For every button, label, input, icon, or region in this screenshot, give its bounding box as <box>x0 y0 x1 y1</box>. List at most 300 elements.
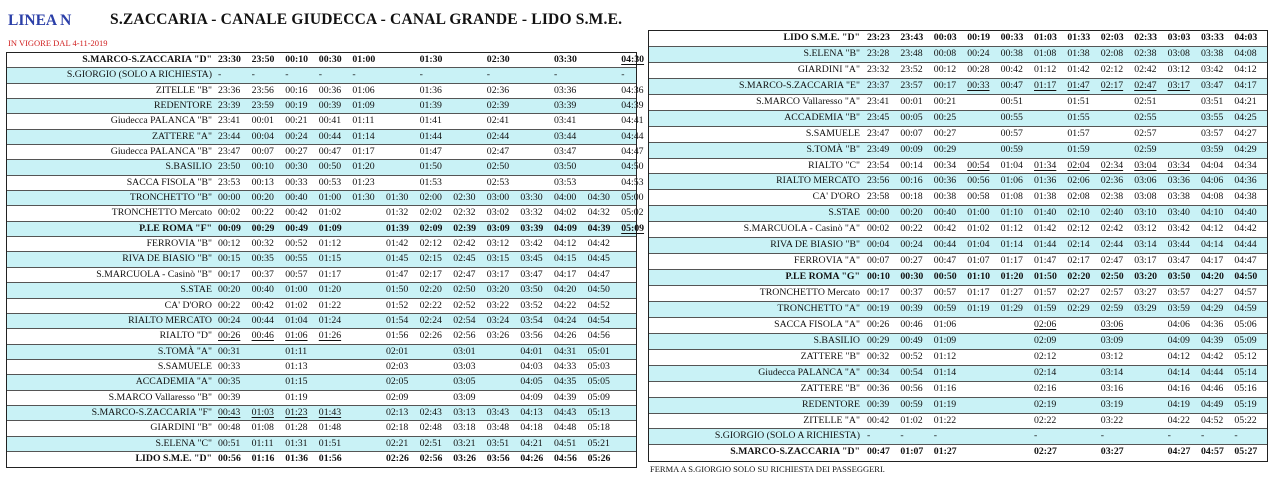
departure-time: 04:26 <box>520 452 544 464</box>
departure-time: 01:50 <box>419 161 442 173</box>
departure-time: 02:14 <box>1034 366 1057 378</box>
departure-time: 02:03 <box>386 360 409 372</box>
departure-time: 04:02 <box>554 207 577 219</box>
departure-time: 04:27 <box>1234 127 1257 139</box>
stop-name: RIALTO MERCATO <box>128 314 212 326</box>
departure-time: 00:16 <box>285 84 308 96</box>
departure-time: 03:14 <box>1134 239 1157 251</box>
departure-time: - <box>900 430 904 442</box>
departure-time: 04:08 <box>1234 47 1257 59</box>
departure-time: - <box>285 69 289 81</box>
departure-time: 00:09 <box>218 222 241 234</box>
departure-time: 04:50 <box>621 161 644 173</box>
departure-time: 04:12 <box>554 238 577 250</box>
departure-time: 01:02 <box>900 414 923 426</box>
departure-time: 01:04 <box>285 314 308 326</box>
departure-time: 05:19 <box>1234 398 1257 410</box>
timetable-row <box>649 222 1267 238</box>
departure-time: 02:44 <box>1100 239 1124 251</box>
departure-time: 05:09 <box>1234 334 1257 346</box>
departure-time: 00:10 <box>867 271 890 283</box>
departure-time: 00:54 <box>900 366 923 378</box>
stop-name: RIALTO "C" <box>808 159 860 171</box>
departure-time: 02:06 <box>1034 318 1057 330</box>
timetable-row <box>7 452 636 467</box>
departure-time: 00:29 <box>251 222 275 234</box>
stop-name: S.MARCO-S.ZACCARIA "F" <box>91 406 212 418</box>
departure-time: 00:42 <box>867 414 890 426</box>
departure-time: 01:06 <box>285 330 308 342</box>
departure-time: 05:14 <box>1234 366 1257 378</box>
departure-time: 01:00 <box>318 192 342 204</box>
timetable-row <box>649 429 1267 445</box>
departure-time: 02:47 <box>1134 79 1157 91</box>
stop-name: S.SAMUELE <box>157 360 212 372</box>
departure-time: 00:21 <box>933 95 957 107</box>
departure-time: 00:20 <box>900 207 923 219</box>
departure-time: 04:39 <box>587 222 611 234</box>
departure-time: 02:15 <box>419 253 442 265</box>
stop-name: P.LE ROMA "F" <box>139 222 212 234</box>
departure-time: 01:06 <box>933 318 957 330</box>
departure-time: 00:43 <box>218 406 241 418</box>
timetable-row <box>7 375 636 390</box>
departure-time: 02:38 <box>1134 47 1157 59</box>
departure-time: 03:54 <box>520 314 543 326</box>
departure-time: 02:10 <box>1067 207 1090 219</box>
departure-time: 01:48 <box>318 422 342 434</box>
departure-time: 04:30 <box>587 192 610 204</box>
departure-time: 23:57 <box>900 79 923 91</box>
stop-name: SACCA FISOLA "B" <box>126 176 212 188</box>
departure-time: 03:47 <box>1201 79 1224 91</box>
departure-time: 01:23 <box>352 176 375 188</box>
departure-time: 00:12 <box>933 63 957 75</box>
departure-time: 01:57 <box>1034 287 1057 298</box>
stop-name: S.GIORGIO (SOLO A RICHIESTA) <box>714 430 860 442</box>
departure-time: 23:50 <box>218 161 241 173</box>
departure-time: 02:21 <box>386 437 409 449</box>
timetable-row <box>7 145 644 160</box>
departure-time: 00:19 <box>285 100 308 112</box>
departure-time: 23:54 <box>867 159 890 171</box>
departure-time: 23:56 <box>867 175 890 187</box>
departure-time: 00:47 <box>867 446 890 458</box>
departure-time: 00:22 <box>251 207 274 219</box>
stop-name: ZATTERE "B" <box>800 350 860 362</box>
departure-time: 01:02 <box>318 207 342 219</box>
departure-time: 02:12 <box>1034 350 1057 362</box>
timetable-row <box>649 63 1267 79</box>
departure-time: 03:42 <box>1201 63 1224 75</box>
departure-time: 02:33 <box>1134 32 1158 43</box>
departure-time: 01:02 <box>967 223 990 235</box>
departure-time: 04:54 <box>587 314 610 326</box>
departure-time: 03:14 <box>1100 366 1124 378</box>
stop-name: S.MARCO-S.ZACCARIA "D" <box>730 446 860 458</box>
departure-time: 00:47 <box>1000 79 1023 91</box>
departure-time: 04:12 <box>1167 350 1190 362</box>
departure-time: 00:47 <box>933 255 957 267</box>
departure-time: 02:36 <box>486 84 510 96</box>
departure-time: 00:10 <box>285 54 309 65</box>
departure-time: 04:22 <box>554 299 577 311</box>
departure-time: 03:17 <box>1134 255 1157 267</box>
stop-name: RIALTO "D" <box>159 330 212 342</box>
departure-time: 03:36 <box>1167 175 1190 187</box>
departure-time: 00:13 <box>251 176 274 188</box>
departure-time: 23:41 <box>218 115 241 127</box>
departure-time: 00:00 <box>867 207 890 219</box>
departure-time: 00:58 <box>967 191 990 203</box>
departure-time: 01:15 <box>285 376 308 388</box>
departure-time: 01:38 <box>1034 191 1057 203</box>
departure-time: 02:17 <box>1100 79 1124 91</box>
departure-time: 23:37 <box>867 79 890 91</box>
departure-time: 03:40 <box>1167 207 1190 219</box>
departure-time: 03:02 <box>486 207 510 219</box>
departure-time: 03:27 <box>1100 446 1124 458</box>
departure-time: 00:25 <box>933 111 957 123</box>
departure-time: - <box>1167 430 1171 442</box>
stop-name: TRONCHETTO Mercato <box>111 207 212 219</box>
departure-time: 01:41 <box>419 115 442 127</box>
timetable-row <box>7 345 636 360</box>
departure-time: 01:40 <box>1034 207 1057 219</box>
departure-time: 01:30 <box>352 192 375 204</box>
departure-time: 00:42 <box>251 299 274 311</box>
departure-time: 04:03 <box>520 360 543 372</box>
departure-time: 00:49 <box>285 222 309 234</box>
departure-time: 23:23 <box>867 32 890 43</box>
departure-time: 00:44 <box>251 314 274 326</box>
line-name: LINEA N <box>8 12 72 29</box>
departure-time: 00:07 <box>867 255 890 267</box>
departure-time: 04:44 <box>1234 239 1257 251</box>
departure-time: 04:42 <box>587 238 610 250</box>
timetable-row <box>7 406 636 421</box>
departure-time: 04:16 <box>1167 382 1190 394</box>
departure-time: 00:07 <box>900 127 923 139</box>
stop-name: ZATTERE "A" <box>152 130 212 142</box>
departure-time: 02:54 <box>453 314 476 326</box>
stop-name: GIARDINI "B" <box>150 422 212 434</box>
departure-time: 04:22 <box>1167 414 1190 426</box>
departure-time: 01:20 <box>1000 271 1024 283</box>
departure-time: - <box>218 69 222 81</box>
departure-time: 04:42 <box>1234 223 1257 235</box>
stop-name: RIVA DE BIASIO "B" <box>770 239 860 251</box>
departure-time: 02:22 <box>1034 414 1057 426</box>
timetable-row <box>7 360 636 375</box>
departure-time: 04:03 <box>1234 32 1258 43</box>
departure-time: 04:42 <box>1201 350 1224 362</box>
stop-name: S.SAMUELE <box>805 127 860 139</box>
departure-time: 03:45 <box>520 253 543 265</box>
departure-time: 04:27 <box>1167 446 1191 458</box>
departure-time: 05:02 <box>621 207 644 219</box>
departure-time: 04:47 <box>587 268 610 280</box>
departure-time: 02:02 <box>419 207 442 219</box>
departure-time: 03:30 <box>554 54 577 65</box>
departure-time: 00:26 <box>867 318 890 330</box>
departure-time: 01:19 <box>967 302 990 314</box>
departure-time: 04:06 <box>1167 318 1190 330</box>
departure-time: 23:47 <box>867 127 890 139</box>
departure-time: 02:38 <box>1100 191 1124 203</box>
departure-time: 00:49 <box>900 334 923 346</box>
departure-time: 01:38 <box>1067 47 1090 59</box>
stop-name: S.MARCUOLA - Casinò "B" <box>96 268 212 280</box>
timetable-row <box>649 254 1267 270</box>
departure-time: 01:08 <box>1000 191 1023 203</box>
timetable-row <box>7 99 644 114</box>
departure-time: 02:29 <box>1067 302 1090 314</box>
stop-name: FERROVIA "A" <box>794 255 860 267</box>
stop-name: Giudecca PALANCA "B" <box>110 146 212 158</box>
departure-time: 01:07 <box>900 446 924 458</box>
departure-time: 01:17 <box>1034 79 1057 91</box>
departure-time: 03:26 <box>453 452 477 464</box>
timetable-row <box>7 314 636 329</box>
departure-time: 01:42 <box>1034 223 1057 235</box>
departure-time: 05:03 <box>587 360 610 372</box>
departure-time: 02:08 <box>1100 47 1124 59</box>
departure-time: 04:31 <box>554 345 577 357</box>
timetable-row <box>649 398 1267 414</box>
departure-time: 01:55 <box>1067 111 1090 123</box>
departure-time: 00:29 <box>933 143 957 155</box>
departure-time: 00:33 <box>967 79 990 91</box>
departure-time: 04:19 <box>1167 398 1190 410</box>
departure-time: 02:50 <box>453 284 476 296</box>
departure-time: 05:21 <box>587 437 610 449</box>
departure-time: 02:03 <box>1100 32 1124 43</box>
departure-time: 02:16 <box>1034 382 1057 394</box>
timetable-row <box>7 68 636 83</box>
departure-time: 00:39 <box>900 302 923 314</box>
departure-time: 01:32 <box>386 207 409 219</box>
departure-time: 04:25 <box>1234 111 1257 123</box>
departure-time: 01:22 <box>318 299 342 311</box>
departure-time: 04:17 <box>1234 79 1257 91</box>
departure-time: 00:59 <box>933 302 957 314</box>
departure-time: 04:36 <box>621 84 644 96</box>
departure-time: 03:22 <box>1100 414 1124 426</box>
departure-time: 01:30 <box>419 54 443 65</box>
departure-time: 00:07 <box>251 146 274 158</box>
departure-time: 01:14 <box>933 366 957 378</box>
stop-name: CA' D'ORO <box>812 191 860 203</box>
departure-time: 03:56 <box>520 330 543 342</box>
timetable-row <box>649 302 1267 318</box>
departure-time: - <box>621 69 625 81</box>
departure-time: 00:27 <box>900 255 923 267</box>
stop-name: Giudecca PALANCA "B" <box>110 115 212 127</box>
departure-time: 01:26 <box>318 330 342 342</box>
departure-time: 01:50 <box>1034 271 1057 283</box>
stop-name: SACCA FISOLA "A" <box>774 318 860 330</box>
departure-time: 00:15 <box>218 253 241 265</box>
departure-time: 01:45 <box>386 253 409 265</box>
departure-time: 05:00 <box>621 192 644 204</box>
departure-time: 01:44 <box>1034 239 1057 251</box>
departure-time: 00:38 <box>1000 47 1023 59</box>
departure-time: 04:29 <box>1201 302 1224 314</box>
departure-time: 01:09 <box>318 222 342 234</box>
departure-time: 23:59 <box>251 100 274 112</box>
departure-time: 04:39 <box>1201 334 1224 346</box>
departure-time: 05:09 <box>621 222 645 234</box>
departure-time: 02:43 <box>419 406 442 418</box>
departure-time: 01:17 <box>967 287 990 298</box>
departure-time: 03:53 <box>554 176 577 188</box>
departure-time: 01:00 <box>352 54 376 65</box>
departure-time: 00:37 <box>251 268 274 280</box>
departure-time: 02:27 <box>1034 446 1057 458</box>
departure-time: 01:36 <box>419 84 442 96</box>
departure-time: 03:09 <box>453 391 476 403</box>
departure-time: 02:13 <box>386 406 409 418</box>
departure-time: 00:53 <box>318 176 342 188</box>
stop-name: S.MARCO-S.ZACCARIA "E" <box>739 79 860 91</box>
departure-time: 02:53 <box>486 176 510 188</box>
departure-time: 23:47 <box>218 146 241 158</box>
stop-name: S.BASILIO <box>813 334 860 346</box>
departure-time: 03:51 <box>486 437 510 449</box>
departure-time: 00:27 <box>285 146 308 158</box>
departure-time: 00:17 <box>933 79 957 91</box>
departure-time: 23:43 <box>900 32 924 43</box>
stop-name: Giudecca PALANCA "A" <box>758 366 860 378</box>
departure-time: 02:50 <box>486 161 510 173</box>
departure-time: 01:42 <box>386 238 409 250</box>
departure-time: 02:05 <box>386 376 409 388</box>
departure-time: 03:05 <box>453 376 476 388</box>
departure-time: 03:24 <box>486 314 510 326</box>
departure-time: 01:14 <box>1000 239 1023 251</box>
departure-time: 01:06 <box>1000 175 1023 187</box>
departure-time: 23:45 <box>867 111 890 123</box>
departure-time: 03:01 <box>453 345 476 357</box>
departure-time: 02:08 <box>1067 191 1090 203</box>
stop-name: S.ELENA "C" <box>155 437 212 449</box>
departure-time: 00:02 <box>218 207 241 219</box>
departure-time: 01:08 <box>251 422 274 434</box>
departure-time: 00:19 <box>867 302 890 314</box>
departure-time: 01:47 <box>386 268 409 280</box>
departure-time: 02:50 <box>1100 271 1124 283</box>
departure-time: 01:19 <box>933 398 957 410</box>
departure-time: 04:47 <box>1234 255 1257 267</box>
departure-time: 02:42 <box>1134 63 1157 75</box>
departure-time: 00:04 <box>251 130 274 142</box>
departure-time: 04:52 <box>1201 414 1224 426</box>
departure-time: 00:24 <box>218 314 241 326</box>
timetable-row <box>7 191 644 206</box>
departure-time: 03:48 <box>486 422 510 434</box>
departure-time: 04:51 <box>554 437 577 449</box>
timetable-row <box>649 350 1267 366</box>
departure-time: 03:32 <box>520 207 543 219</box>
departure-time: 01:47 <box>419 146 442 158</box>
departure-time: 03:44 <box>554 130 577 142</box>
timetable-row <box>7 283 636 298</box>
departure-time: 03:59 <box>1201 143 1224 155</box>
departure-time: 03:30 <box>520 192 543 204</box>
departure-time: 04:38 <box>1234 191 1257 203</box>
timetable-row <box>649 47 1267 63</box>
departure-time: 02:51 <box>419 437 442 449</box>
timetable-row <box>649 334 1267 350</box>
departure-time: 00:27 <box>933 127 957 139</box>
departure-time: 04:09 <box>554 222 577 234</box>
departure-time: 03:27 <box>1134 287 1157 298</box>
departure-time: 00:17 <box>218 268 241 280</box>
stop-name: S.GIORGIO (SOLO A RICHIESTA) <box>66 69 212 81</box>
timetable-row <box>7 268 636 283</box>
departure-time: 04:50 <box>587 284 610 296</box>
departure-time: 00:47 <box>318 146 342 158</box>
timetable-outbound <box>6 52 645 468</box>
departure-time: 00:39 <box>867 398 890 410</box>
departure-time: 00:57 <box>285 268 308 280</box>
stop-name: S.BASILIO <box>165 161 212 173</box>
departure-time: 04:09 <box>520 391 543 403</box>
departure-time: 02:09 <box>1034 334 1057 346</box>
departure-time: 03:39 <box>520 222 544 234</box>
departure-time: 02:56 <box>419 452 443 464</box>
timetable-row <box>7 237 636 252</box>
stop-name: S.MARCO Vallaresso "B" <box>108 391 212 403</box>
timetable-row <box>649 159 1267 175</box>
departure-time: 02:41 <box>486 115 510 127</box>
departure-time: 01:12 <box>318 238 342 250</box>
stop-name: S.TOMÀ "A" <box>157 345 212 357</box>
departure-time: 03:08 <box>1134 191 1157 203</box>
departure-time: 03:41 <box>554 115 577 127</box>
departure-time: 04:20 <box>554 284 577 296</box>
departure-time: 03:47 <box>520 268 543 280</box>
departure-time: 03:17 <box>486 268 510 280</box>
departure-time: 02:39 <box>486 100 510 112</box>
departure-time: 03:47 <box>554 146 577 158</box>
departure-time: - <box>867 430 871 442</box>
departure-time: 04:47 <box>621 146 644 158</box>
departure-time: 03:50 <box>520 284 543 296</box>
departure-time: - <box>1234 430 1238 442</box>
departure-time: 03:56 <box>486 452 510 464</box>
timetable-row <box>7 53 645 68</box>
departure-time: 02:36 <box>1100 175 1124 187</box>
departure-time: 00:52 <box>285 238 308 250</box>
departure-time: 01:39 <box>386 222 409 234</box>
departure-time: 01:36 <box>285 452 309 464</box>
departure-time: 00:10 <box>251 161 274 173</box>
departure-time: 23:48 <box>900 47 923 59</box>
departure-time: 00:55 <box>285 253 308 265</box>
departure-time: 00:40 <box>933 207 957 219</box>
departure-time: 02:56 <box>453 330 476 342</box>
departure-time: 01:22 <box>933 414 957 426</box>
departure-time: 00:01 <box>251 115 274 127</box>
departure-time: 00:29 <box>867 334 890 346</box>
departure-time: 00:05 <box>900 111 923 123</box>
departure-time: 01:36 <box>1034 175 1057 187</box>
departure-time: 02:09 <box>419 222 443 234</box>
footnote: FERMA A S.GIORGIO SOLO SU RICHIESTA DEI PASSEGGERI. <box>650 464 885 474</box>
departure-time: 04:39 <box>621 100 644 112</box>
